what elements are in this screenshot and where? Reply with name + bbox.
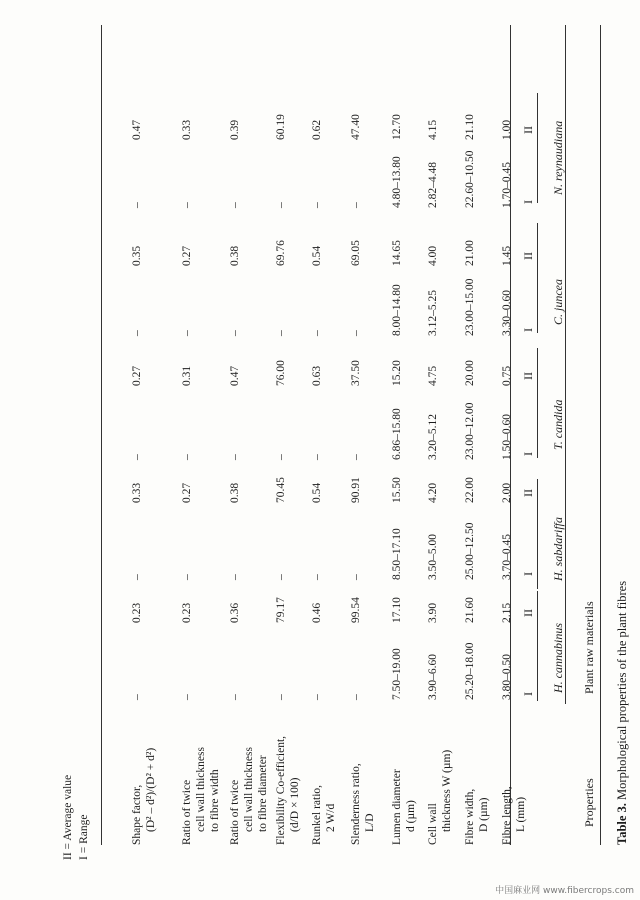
row-label: Ratio of twice bbox=[229, 779, 241, 845]
table-cell: – bbox=[275, 574, 287, 580]
sub-header-range: I bbox=[521, 328, 535, 332]
sub-header-average: II bbox=[521, 489, 535, 497]
table-cell: 25.00–12.50 bbox=[464, 522, 476, 580]
sub-header-average: II bbox=[521, 252, 535, 260]
row-label: cell wall thickness bbox=[243, 747, 255, 832]
table-cell: – bbox=[275, 454, 287, 460]
table-cell: 3.80–0.50 bbox=[501, 654, 513, 700]
table-cell: 4.20 bbox=[427, 482, 439, 503]
table-cell: 0.27 bbox=[131, 365, 143, 386]
table-cell: 3.12–5.25 bbox=[427, 290, 439, 336]
table-cell: – bbox=[311, 330, 323, 336]
table-cell: 15.50 bbox=[391, 477, 403, 503]
table-cell: – bbox=[229, 202, 241, 208]
row-label: d (µm) bbox=[405, 800, 417, 832]
table-cell: – bbox=[350, 574, 362, 580]
table-cell: 1.00 bbox=[501, 119, 513, 140]
table-cell: 0.27 bbox=[181, 245, 193, 266]
table-cell: 90.91 bbox=[350, 477, 362, 503]
row-label: Ratio of twice bbox=[181, 779, 193, 845]
row-label: Slenderness ratio, bbox=[350, 763, 362, 845]
plant-raw-materials-header: Plant raw materials bbox=[582, 601, 596, 694]
row-label: Fibre length, bbox=[501, 786, 513, 845]
table-cell: 23.00–15.00 bbox=[464, 278, 476, 336]
caption-text: Morphological properties of the plant fibres bbox=[615, 580, 629, 800]
table-cell: 0.23 bbox=[181, 602, 193, 623]
sub-header-range: I bbox=[521, 452, 535, 456]
species-header: T. candida bbox=[551, 399, 565, 450]
footnote-average: II = Average value bbox=[62, 774, 74, 860]
table-cell: – bbox=[311, 694, 323, 700]
table-cell: 3.70–0.45 bbox=[501, 534, 513, 580]
table-cell: – bbox=[181, 694, 193, 700]
table-cell: 0.39 bbox=[229, 119, 241, 140]
table-cell: – bbox=[131, 202, 143, 208]
sub-header-range: I bbox=[521, 200, 535, 204]
sub-header-average: II bbox=[521, 126, 535, 134]
species-header: C. juncea bbox=[551, 279, 565, 325]
table-cell: 0.63 bbox=[311, 365, 323, 386]
row-label: to fibre diameter bbox=[257, 755, 269, 832]
table-cell: 21.60 bbox=[464, 597, 476, 623]
table-cell: 0.75 bbox=[501, 365, 513, 386]
table-cell: – bbox=[131, 574, 143, 580]
species-underline bbox=[537, 93, 538, 203]
row-label: to fibre width bbox=[209, 769, 221, 832]
sub-header-range: I bbox=[521, 572, 535, 576]
row-label: D (µm) bbox=[478, 797, 490, 832]
properties-header: Properties bbox=[582, 778, 596, 827]
table-cell: 3.20–5.12 bbox=[427, 414, 439, 460]
table-cell: 3.50–5.00 bbox=[427, 534, 439, 580]
table-cell: 0.31 bbox=[181, 365, 193, 386]
row-label: (d/D × 100) bbox=[289, 777, 301, 832]
table-cell: 60.19 bbox=[275, 114, 287, 140]
species-underline bbox=[537, 591, 538, 701]
row-label: Lumen diameter bbox=[391, 769, 403, 845]
table-cell: 0.46 bbox=[311, 602, 323, 623]
table-cell: 70.45 bbox=[275, 477, 287, 503]
table-cell: – bbox=[131, 330, 143, 336]
table-cell: 0.36 bbox=[229, 602, 241, 623]
table-cell: – bbox=[229, 454, 241, 460]
table-cell: – bbox=[311, 574, 323, 580]
table-cell: – bbox=[181, 454, 193, 460]
row-label: Fibre width, bbox=[464, 788, 476, 845]
table-cell: 3.30–0.60 bbox=[501, 290, 513, 336]
table-cell: 8.50–17.10 bbox=[391, 528, 403, 580]
table-cell: – bbox=[275, 330, 287, 336]
table-cell: 99.54 bbox=[350, 597, 362, 623]
table-cell: 0.38 bbox=[229, 482, 241, 503]
row-label: Flexibility Co-efficient, bbox=[275, 735, 287, 845]
row-label: cell wall thickness bbox=[195, 747, 207, 832]
species-underline bbox=[537, 223, 538, 333]
table-cell: 37.50 bbox=[350, 360, 362, 386]
table-cell: 22.60–10.50 bbox=[464, 150, 476, 208]
table-cell: 0.23 bbox=[131, 602, 143, 623]
table-cell: 7.50–19.00 bbox=[391, 648, 403, 700]
table-cell: 69.05 bbox=[350, 240, 362, 266]
table-cell: 0.38 bbox=[229, 245, 241, 266]
sub-header-average: II bbox=[521, 609, 535, 617]
table-cell: 0.54 bbox=[311, 245, 323, 266]
table-cell: 1.50–0.60 bbox=[501, 414, 513, 460]
table-cell: – bbox=[350, 202, 362, 208]
row-label: L (mm) bbox=[515, 796, 527, 832]
species-header: H. cannabinus bbox=[551, 623, 565, 693]
table-cell: – bbox=[275, 694, 287, 700]
row-label: L/D bbox=[364, 813, 376, 832]
table-cell: 4.80–13.80 bbox=[391, 156, 403, 208]
table-cell: – bbox=[229, 694, 241, 700]
table-cell: – bbox=[311, 202, 323, 208]
table-cell: 3.90 bbox=[427, 602, 439, 623]
table-cell: 4.75 bbox=[427, 365, 439, 386]
sub-header-average: II bbox=[521, 372, 535, 380]
table-cell: – bbox=[181, 574, 193, 580]
table-cell: 0.47 bbox=[229, 365, 241, 386]
table-cell: 0.62 bbox=[311, 119, 323, 140]
species-header: N. reynaudiana bbox=[551, 120, 565, 195]
table-cell: – bbox=[350, 330, 362, 336]
table-cell: 0.35 bbox=[131, 245, 143, 266]
table-cell: 25.20–18.00 bbox=[464, 642, 476, 700]
table-cell: 79.17 bbox=[275, 597, 287, 623]
table-cell: 1.45 bbox=[501, 245, 513, 266]
table-cell: 0.27 bbox=[181, 482, 193, 503]
species-underline bbox=[537, 479, 538, 589]
table-cell: – bbox=[229, 574, 241, 580]
table-cell: 2.15 bbox=[501, 602, 513, 623]
row-label: Shape factor, bbox=[131, 784, 143, 845]
sub-header-range: I bbox=[521, 692, 535, 696]
table-cell: 21.10 bbox=[464, 114, 476, 140]
table-cell: – bbox=[131, 454, 143, 460]
table-cell: – bbox=[181, 330, 193, 336]
table-cell: 21.00 bbox=[464, 240, 476, 266]
row-label: (D² – d²)/(D² + d²) bbox=[145, 747, 157, 832]
table-cell: – bbox=[350, 454, 362, 460]
table-cell: – bbox=[181, 202, 193, 208]
table-caption bbox=[615, 581, 630, 845]
table-cell: 20.00 bbox=[464, 360, 476, 386]
group-rule bbox=[565, 25, 566, 704]
table-cell: 2.82–4.48 bbox=[427, 162, 439, 208]
table-cell: 2.00 bbox=[501, 482, 513, 503]
row-label: Cell wall bbox=[427, 803, 439, 845]
table-cell: 0.33 bbox=[131, 482, 143, 503]
table-cell: 15.20 bbox=[391, 360, 403, 386]
top-rule bbox=[600, 25, 601, 845]
table-cell: 14.65 bbox=[391, 240, 403, 266]
table-cell: 0.47 bbox=[131, 119, 143, 140]
species-underline bbox=[537, 348, 538, 458]
table-cell: 4.15 bbox=[427, 119, 439, 140]
table-cell: 0.54 bbox=[311, 482, 323, 503]
site-watermark: 中国麻业网 www.fibercrops.com bbox=[495, 886, 634, 896]
table-cell: 76.00 bbox=[275, 360, 287, 386]
table-cell: 3.90–6.60 bbox=[427, 654, 439, 700]
table-cell: – bbox=[275, 202, 287, 208]
table-cell: 12.70 bbox=[391, 114, 403, 140]
table-cell: – bbox=[311, 454, 323, 460]
table-cell: 0.33 bbox=[181, 119, 193, 140]
row-label: Runkel ratio, bbox=[311, 784, 323, 845]
table-cell: 4.00 bbox=[427, 245, 439, 266]
footnote-range: I = Range bbox=[78, 814, 90, 860]
table-cell: – bbox=[350, 694, 362, 700]
table-cell: – bbox=[131, 694, 143, 700]
table-cell: 22.00 bbox=[464, 477, 476, 503]
table-cell: 17.10 bbox=[391, 597, 403, 623]
caption-label: Table 3. bbox=[615, 803, 629, 845]
table-cell: 6.86–15.80 bbox=[391, 408, 403, 460]
table-cell: 23.00–12.00 bbox=[464, 402, 476, 460]
table-cell: 69.76 bbox=[275, 240, 287, 266]
bottom-rule bbox=[101, 25, 102, 845]
row-label: 2 W/d bbox=[325, 803, 337, 832]
row-label: thickness W (µm) bbox=[441, 749, 453, 832]
table-cell: 8.00–14.80 bbox=[391, 284, 403, 336]
table-cell: 47.40 bbox=[350, 114, 362, 140]
table-cell: 1.70–0.45 bbox=[501, 162, 513, 208]
species-header: H. sabdariffa bbox=[551, 516, 565, 581]
table-cell: – bbox=[229, 330, 241, 336]
